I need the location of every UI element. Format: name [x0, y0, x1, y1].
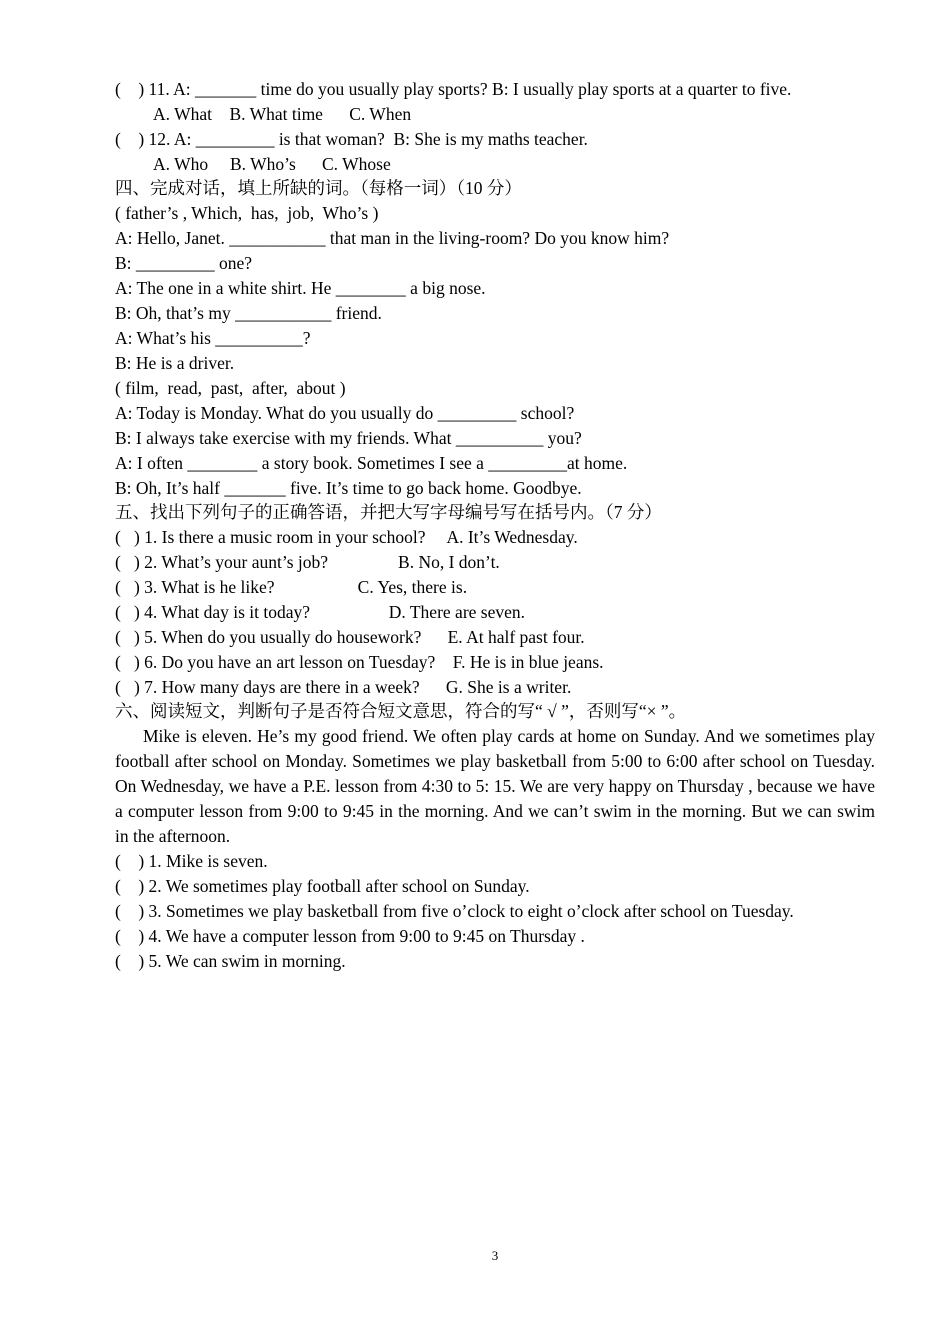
dialogue-line: B: Oh, that’s my ___________ friend.	[115, 303, 382, 323]
dialogue-line: B: I always take exercise with my friends. What __________ you?	[115, 428, 582, 448]
dialogue-line: B: _________ one?	[115, 253, 253, 273]
matching-row: ( ) 7. How many days are there in a week? G. She is a writer.	[115, 677, 572, 697]
question-11-options: A. What B. What time C. When	[153, 104, 412, 124]
matching-row: ( ) 2. What’s your aunt’s job? B. No, I don’t.	[115, 552, 500, 572]
statement-row: ( ) 2. We sometimes play football after school on Sunday.	[115, 876, 530, 896]
matching-row: ( ) 4. What day is it today? D. There are seven.	[115, 602, 526, 622]
dialogue-line: A: Hello, Janet. ___________ that man in the living-room? Do you know him?	[115, 228, 670, 248]
statement-row: ( ) 5. We can swim in morning.	[115, 951, 346, 971]
dialogue-line: A: What’s his __________?	[115, 328, 311, 348]
dialogue-line: B: Oh, It’s half _______ five. It’s time to go back home. Goodbye.	[115, 478, 582, 498]
dialogue-line: A: I often ________ a story book. Sometimes I see a _________at home.	[115, 453, 628, 473]
statement-row: ( ) 1. Mike is seven.	[115, 851, 268, 871]
question-12-options: A. Who B. Who’s C. Whose	[153, 154, 391, 174]
dialogue-line: A: Today is Monday. What do you usually do _________ school?	[115, 403, 575, 423]
section-5-heading: 五、找出下列句子的正确答语，并把大写字母编号写在括号内。（7 分）	[115, 502, 662, 522]
dialogue-line: B: He is a driver.	[115, 353, 235, 373]
matching-row: ( ) 5. When do you usually do housework? E. At half past four.	[115, 627, 585, 647]
statement-row: ( ) 3. Sometimes we play basketball from five o’clock to eight o’clock after school on Tuesday.	[115, 901, 794, 921]
section-6-heading: 六、阅读短文，判断句子是否符合短文意思，符合的写“ √ ”，否则写“× ”。	[115, 701, 687, 721]
word-bank-2: ( film, read, past, after, about )	[115, 378, 346, 398]
statement-row: ( ) 4. We have a computer lesson from 9:00 to 9:45 on Thursday .	[115, 926, 585, 946]
word-bank-1: ( father’s , Which, has, job, Who’s )	[115, 203, 379, 223]
matching-row: ( ) 1. Is there a music room in your school? A. It’s Wednesday.	[115, 527, 578, 547]
matching-row: ( ) 6. Do you have an art lesson on Tuesday? F. He is in blue jeans.	[115, 652, 604, 672]
question-12: ( ) 12. A: _________ is that woman? B: She is my maths teacher.	[115, 129, 588, 149]
question-11: ( ) 11. A: _______ time do you usually play sports? B: I usually play sports at a quarter to five.	[115, 79, 792, 99]
section-4-heading: 四、完成对话，填上所缺的词。（每格一词）（10 分）	[115, 178, 522, 198]
page-number: 3	[491, 1248, 499, 1263]
reading-passage: Mike is eleven. He’s my good friend. We often play cards at home on Sunday. And we sometimes play football after school on Monday. Sometimes we play basketball from 5:00 to 6:00 after school on Tuesday. On Wednesday, we have a P.E. lesson from 4:30 to 5: 15. We are very happy on Thursday , because we have a computer lesson from 9:00 to 9:45 in the morning. And we can’t swim in the morning. But we can swim in the afternoon.	[115, 726, 875, 846]
dialogue-line: A: The one in a white shirt. He ________ a big nose.	[115, 278, 486, 298]
matching-row: ( ) 3. What is he like? C. Yes, there is.	[115, 577, 468, 597]
